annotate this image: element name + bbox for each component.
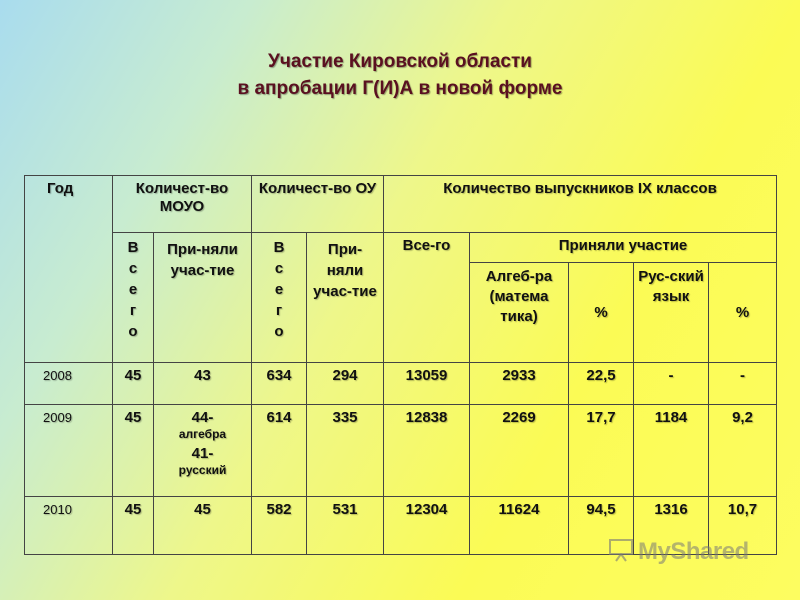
cell-algebra: 2933 [470, 363, 569, 405]
cell-russian: 1184 [634, 405, 709, 497]
cell-ou-part: 335 [307, 405, 384, 497]
cell-russian: - [634, 363, 709, 405]
cell-ou-total: 614 [252, 405, 307, 497]
header-grad-total: Все-го [384, 233, 470, 363]
title-line-1: Участие Кировской области [268, 51, 532, 72]
header-russian-percent: % [709, 263, 777, 363]
cell-russian-pct: - [709, 363, 777, 405]
header-row-2 [25, 233, 777, 263]
watermark-text: MyShared [638, 538, 749, 565]
cell-moyo-total: 45 [113, 363, 154, 405]
cell-year: 2008 [25, 363, 113, 405]
cell-moyo-part [154, 405, 252, 497]
cell-year: 2010 [25, 497, 113, 555]
cell-ou-part: 531 [307, 497, 384, 555]
header-graduates: Количество выпускников IX классов [384, 176, 777, 233]
cell-russian: 1316 [634, 497, 709, 555]
header-year: Год [25, 176, 113, 363]
participation-table [24, 175, 777, 555]
cell-russian-pct: 9,2 [709, 405, 777, 497]
title-line-2: в апробации Г(И)А в новой форме [237, 78, 563, 99]
cell-ou-total: 634 [252, 363, 307, 405]
table-row [25, 405, 777, 497]
cell-ou-part: 294 [307, 363, 384, 405]
slide-title [0, 48, 800, 102]
header-algebra: Алгеб-ра (матема тика) [470, 263, 569, 363]
header-ou-count: Количест-во ОУ [252, 176, 384, 233]
header-participated: Приняли участие [470, 233, 777, 263]
moyo-part-russian-value: 41- [191, 445, 214, 462]
cell-moyo-part: 45 [154, 497, 252, 555]
cell-grad-total: 13059 [384, 363, 470, 405]
moyo-part-algebra-label: алгебра [178, 427, 227, 441]
cell-moyo-total: 45 [113, 405, 154, 497]
header-row-1 [25, 176, 777, 233]
cell-year: 2009 [25, 405, 113, 497]
cell-algebra: 11624 [470, 497, 569, 555]
header-moyo-total [113, 233, 154, 363]
cell-algebra-pct: 22,5 [569, 363, 634, 405]
moyo-part-algebra-value: 44- [191, 409, 214, 426]
cell-algebra: 2269 [470, 405, 569, 497]
vsego-vertical-1: В с е г о [127, 239, 139, 340]
cell-algebra-pct: 94,5 [569, 497, 634, 555]
cell-grad-total: 12838 [384, 405, 470, 497]
cell-ou-total: 582 [252, 497, 307, 555]
header-ou-total [252, 233, 307, 363]
header-ou-participated: При-няли учас-тие [307, 233, 384, 363]
moyo-part-russian-label: русский [178, 463, 227, 477]
header-russian: Рус-ский язык [634, 263, 709, 363]
header-moyo-participated: При-няли учас-тие [154, 233, 252, 363]
cell-algebra-pct: 17,7 [569, 405, 634, 497]
table-row [25, 363, 777, 405]
cell-grad-total: 12304 [384, 497, 470, 555]
header-moyo-count: Количест-во МОУО [113, 176, 252, 233]
watermark [608, 538, 749, 566]
vsego-vertical-2: В с е г о [273, 239, 285, 340]
header-algebra-percent: % [569, 263, 634, 363]
cell-moyo-total: 45 [113, 497, 154, 555]
cell-russian-pct: 10,7 [709, 497, 777, 555]
cell-moyo-part: 43 [154, 363, 252, 405]
presentation-icon [608, 538, 636, 562]
